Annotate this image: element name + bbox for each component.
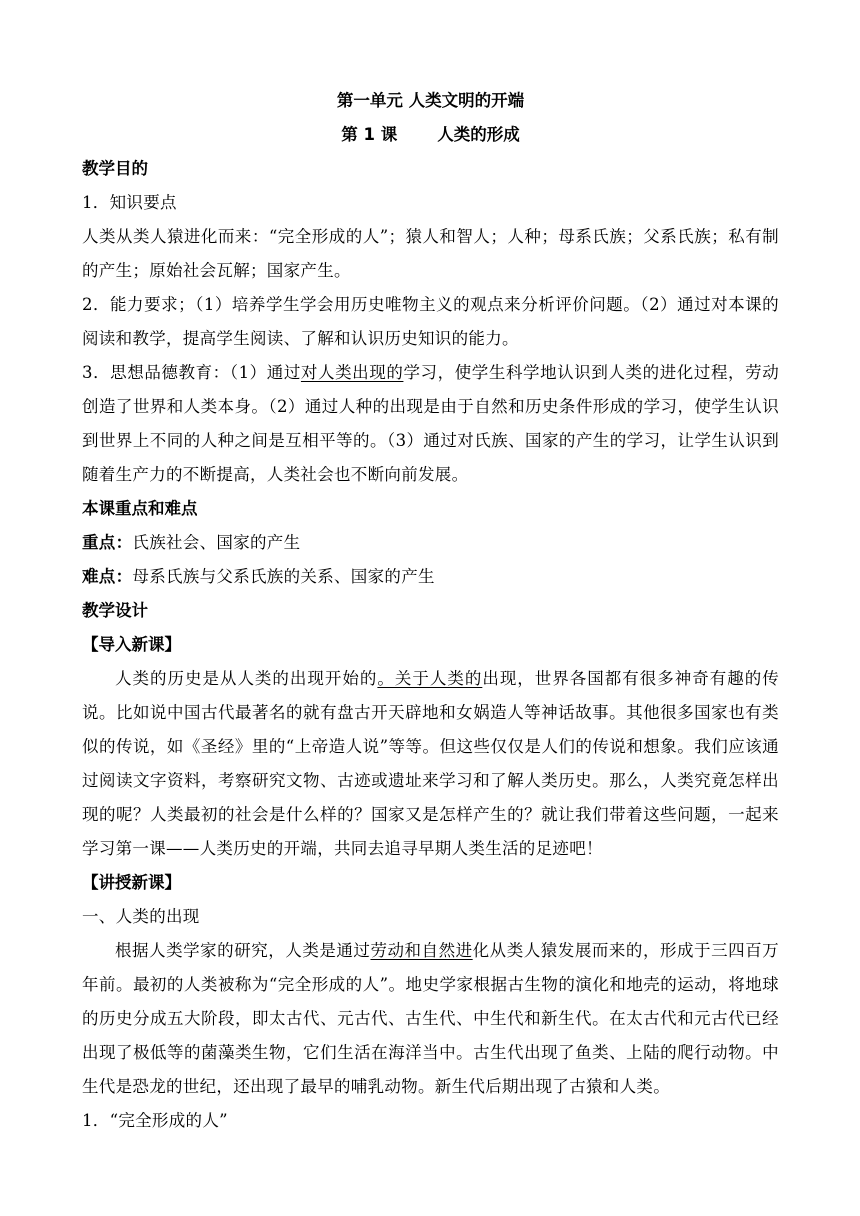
difficulty-line <box>82 560 779 594</box>
part-1-underlined: 劳动和自然进 <box>370 941 473 960</box>
objective-1-text: 人类从类人猿进化而来：“完全形成的人”；猿人和智人；人种；母系氏族；父系氏族；私有制的产生；原始社会瓦解；国家产生。 <box>82 227 779 280</box>
section-key-heading: 本课重点和难点 <box>82 499 198 518</box>
lesson-number: 第 1 课 <box>341 125 398 144</box>
intro-pre: 人类的历史是从人类的出现开始的 <box>115 669 378 688</box>
objective-2-text: 2．能力要求；（1）培养学生学会用历史唯物主义的观点来分析评价问题。（2）通过对本课的阅读和教学，提高学生阅读、了解和认识历史知识的能力。 <box>82 295 779 348</box>
lesson-name: 人类的形成 <box>437 125 520 144</box>
intro-post: 出现，世界各国都有很多神奇有趣的传说。比如说中国古代最著名的就有盘古开天辟地和女娲造人等神话故事。其他很多国家也有类似的传说，如《圣经》里的“上帝造人说”等等。但这些仅仅是人们的传说和想象。我们应该通过阅读文字资料，考察研究文物、古迹或遗址来学习和了解人类历史。那么，人类究竟怎样出现的呢？人类最初的社会是什么样的？国家又是怎样产生的？就让我们带着这些问题，一起来学习第一课——人类历史的开端，共同去追寻早期人类生活的足迹吧！ <box>82 669 779 858</box>
objective-3-pre: 3．思想品德教育：（1）通过 <box>82 363 301 382</box>
intro-paragraph <box>82 662 779 866</box>
part-1-paragraph <box>82 934 779 1104</box>
key-point-line <box>82 526 779 560</box>
objective-3-text <box>82 356 779 492</box>
key-point-label: 重点： <box>82 533 133 552</box>
section-objectives-heading: 教学目的 <box>82 159 148 178</box>
unit-title: 第一单元 人类文明的开端 <box>336 91 525 110</box>
section-design-heading: 教学设计 <box>82 601 148 620</box>
objective-3-underlined: 对人类出现的 <box>300 363 404 382</box>
difficulty-label: 难点： <box>82 567 133 586</box>
section-intro-heading: 【导入新课】 <box>82 635 181 654</box>
section-teach-heading: 【讲授新课】 <box>82 873 181 892</box>
key-point-text: 氏族社会、国家的产生 <box>132 533 301 552</box>
part-1-pre: 根据人类学家的研究，人类是通过 <box>115 941 371 960</box>
part-1-heading: 一、人类的出现 <box>82 907 200 926</box>
objective-1-heading: 1．知识要点 <box>82 193 177 212</box>
lesson-title <box>82 118 779 152</box>
intro-underlined: 。关于人类的 <box>377 669 483 688</box>
sub-1-heading: 1．“完全形成的人” <box>82 1111 228 1130</box>
part-1-post: 化从类人猿发展而来的，形成于三四百万年前。最初的人类被称为“完全形成的人”。地史学家根据古生物的演化和地壳的运动，将地球的历史分成五大阶段，即太古代、元古代、古生代、中生代和新生代。在太古代和元古代已经出现了极低等的菌藻类生物，它们生活在海洋当中。古生代出现了鱼类、上陆的爬行动物。中生代是恐龙的世纪，还出现了最早的哺乳动物。新生代后期出现了古猿和人类。 <box>82 941 779 1096</box>
objective-3-post: 学习，使学生科学地认识到人类的进化过程，劳动创造了世界和人类本身。（2）通过人种的出现是由于自然和历史条件形成的学习，使学生认识到世界上不同的人种之间是互相平等的。（3）通过对氏族、国家的产生的学习，让学生认识到随着生产力的不断提高，人类社会也不断向前发展。 <box>82 363 779 484</box>
document-page <box>82 84 779 1138</box>
difficulty-text: 母系氏族与父系氏族的关系、国家的产生 <box>132 567 435 586</box>
